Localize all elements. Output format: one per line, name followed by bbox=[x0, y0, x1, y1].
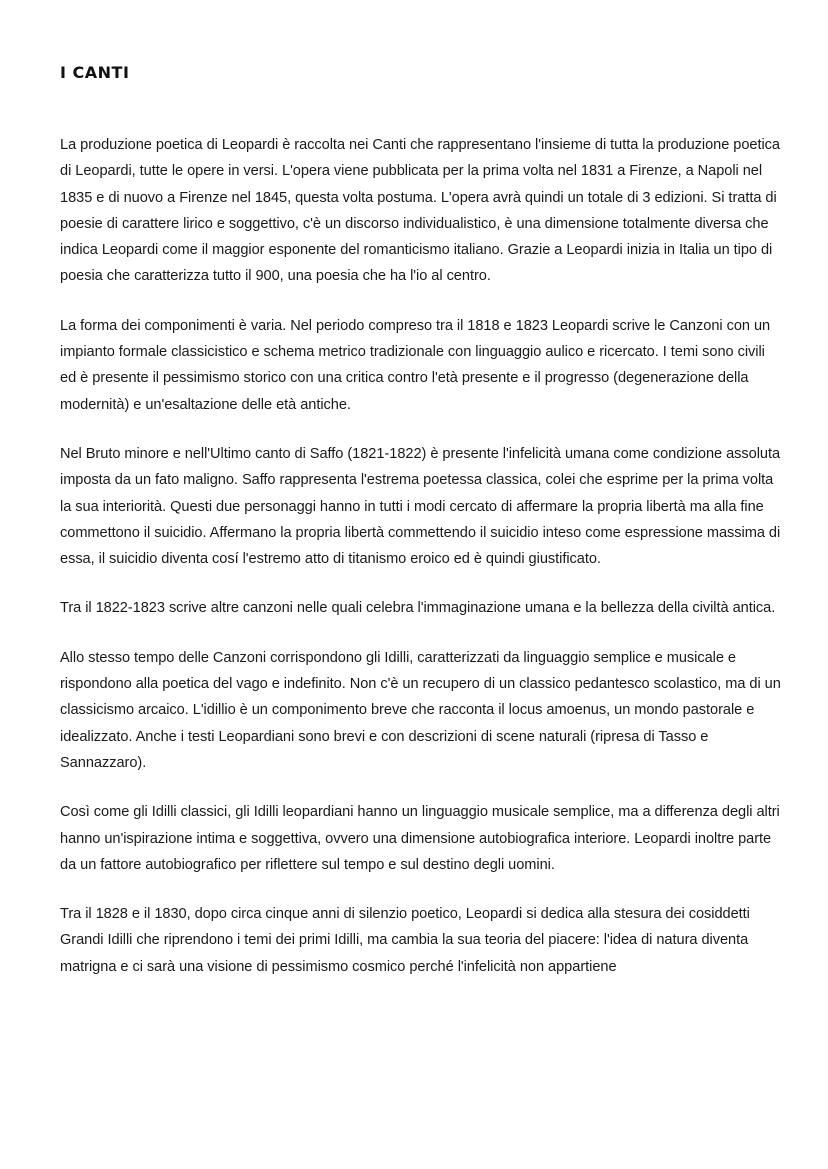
paragraph-altre-canzoni: Tra il 1822-1823 scrive altre canzoni nelle quali celebra l'immaginazione umana e la bellezza della civiltà antica. bbox=[60, 600, 776, 617]
page-title: I CANTI bbox=[60, 63, 130, 82]
paragraph-idilli-leopardiani: Così come gli Idilli classici, gli Idilli leopardiani hanno un linguaggio musicale semplice, ma a differenza degli altri hanno un'ispirazione intima e soggettiva, ovvero una dimensione autobiografica interiore. Leopardi inoltre parte da un fattore autobiografico per riflettere sul tempo e sul destino degli uomini. bbox=[60, 804, 780, 873]
paragraph-canzoni-form: La forma dei componimenti è varia. Nel periodo compreso tra il 1818 e 1823 Leopardi scrive le Canzoni con un impianto formale classicistico e schema metrico tradizionale con linguaggio aulico e ricercato. I temi sono civili ed è presente il pessimismo storico con una critica contro l'età presente e il progresso (degenerazione della modernità) e un'esaltazione delle età antiche. bbox=[60, 317, 771, 413]
paragraph-intro: La produzione poetica di Leopardi è raccolta nei Canti che rappresentano l'insieme di tutta la produzione poetica di Leopardi, tutte le opere in versi. L'opera viene pubblicata per la prima volta nel 1831 a Firenze, a Napoli nel 1835 e di nuovo a Firenze nel 1845, questa volta postuma. L'opera avrà quindi un totale di 3 edizioni. Si tratta di poesie di carattere lirico e soggettivo, c'è un discorso individualistico, è una dimensione totalmente diversa che indica Leopardi come il maggior esponente del romanticismo italiano. Grazie a Leopardi inizia in Italia un tipo di poesia che caratterizza tutto il 900, una poesia che ha l'io al centro. bbox=[60, 137, 780, 285]
paragraph-idilli: Allo stesso tempo delle Canzoni corrispondono gli Idilli, caratterizzati da linguaggio semplice e musicale e rispondono alla poetica del vago e indefinito. Non c'è un recupero di un classico pedantesco scolastico, ma di un classicismo arcaico. L'idillio è un componimento breve che racconta il locus amoenus, un mondo pastorale e idealizzato. Anche i testi Leopardiani sono brevi e con descrizioni di scene naturali (ripresa di Tasso e Sannazzaro). bbox=[60, 649, 781, 771]
paragraph-grandi-idilli: Tra il 1828 e il 1830, dopo circa cinque anni di silenzio poetico, Leopardi si dedica alla stesura dei cosiddetti Grandi Idilli che riprendono i temi dei primi Idilli, ma cambia la sua teoria del piacere: l'idea di natura diventa matrigna e ci sarà una visione di pessimismo cosmico perché l'infelicità non appartiene bbox=[60, 906, 750, 975]
document-body bbox=[60, 132, 782, 1003]
paragraph-bruto-saffo: Nel Bruto minore e nell'Ultimo canto di Saffo (1821-1822) è presente l'infelicità umana come condizione assoluta imposta da un fato maligno. Saffo rappresenta l'estrema poetessa classica, colei che esprime per la prima volta la sua interiorità. Questi due personaggi hanno in tutti i modi cercato di affermare la propria libertà ma alla fine commettono il suicidio. Affermano la propria libertà commettendo il suicidio inteso come espressione massima di essa, il suicidio diventa cosí l'estremo atto di titanismo eroico ed è quindi giustificato. bbox=[60, 445, 781, 568]
